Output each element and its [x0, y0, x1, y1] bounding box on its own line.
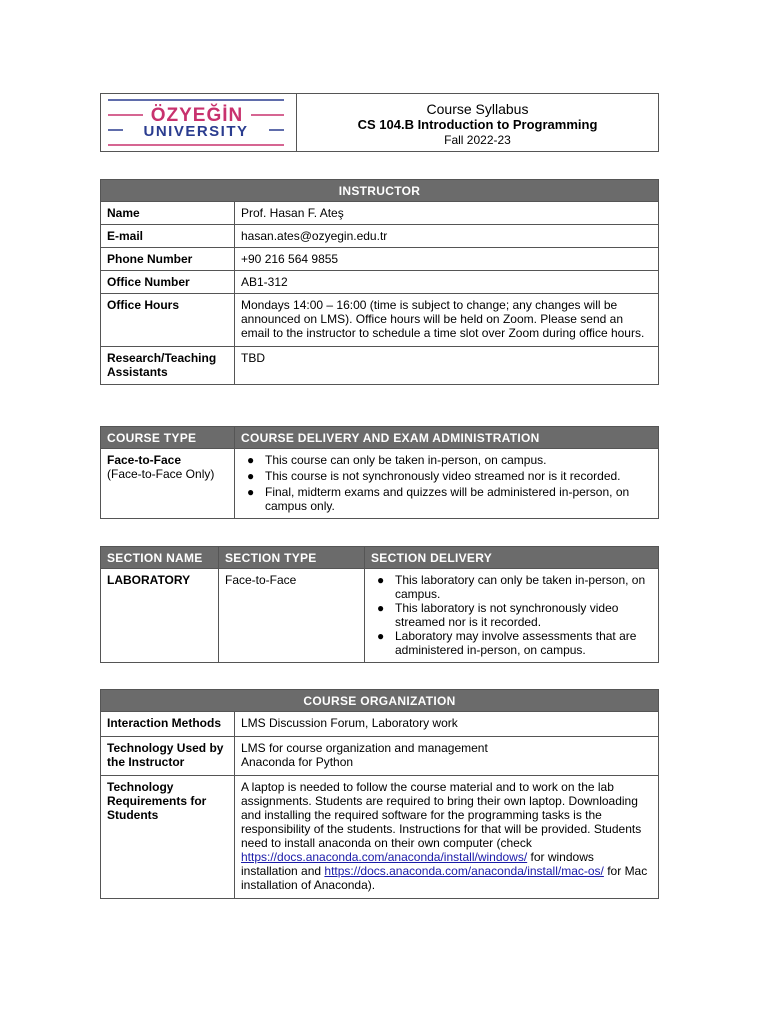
delivery-cell	[235, 449, 659, 519]
name-label: Name	[101, 202, 235, 225]
course-type-sub: (Face-to-Face Only)	[107, 467, 215, 481]
logo-bottom-text: UNIVERSITY	[143, 123, 249, 140]
table-row	[101, 225, 659, 248]
logo-top-text: ÖZYEĞİN	[150, 105, 244, 126]
section-delivery-heading: SECTION DELIVERY	[365, 547, 659, 569]
section-type-value: Face-to-Face	[219, 569, 365, 663]
windows-install-link[interactable]: https://docs.anaconda.com/anaconda/install/windows/	[241, 850, 528, 864]
assistants-value: TBD	[235, 347, 659, 385]
tech-label: Technology Used by the Instructor	[101, 737, 235, 776]
office-hours-value: Mondays 14:00 – 16:00 (time is subject to change; any changes will be announced on LMS). Office hours will be held on Zoom. Please send an email to the instructor to schedule a time slot over Zoom during office hours.	[235, 294, 659, 347]
table-row	[101, 737, 659, 776]
section-name-heading: SECTION NAME	[101, 547, 219, 569]
table-row	[101, 271, 659, 294]
section-type-heading: SECTION TYPE	[219, 547, 365, 569]
office-number-label: Office Number	[101, 271, 235, 294]
organization-section	[100, 689, 659, 899]
section-section	[100, 546, 659, 663]
course-type-value: Face-to-Face	[107, 453, 182, 467]
course-type-table	[100, 426, 659, 519]
list-item: ● Laboratory may involve assessments that are administered in-person, on campus.	[377, 629, 637, 657]
mac-install-link[interactable]: https://docs.anaconda.com/anaconda/install/mac-os/	[324, 864, 604, 878]
office-number-value: AB1-312	[235, 271, 659, 294]
list-item: ● Final, midterm exams and quizzes will be administered in-person, on campus only.	[247, 485, 630, 513]
delivery-heading: COURSE DELIVERY AND EXAM ADMINISTRATION	[235, 427, 659, 449]
phone-value: +90 216 564 9855	[235, 248, 659, 271]
course-type-cell	[101, 449, 235, 519]
instructor-section	[100, 179, 659, 385]
interaction-label: Interaction Methods	[101, 712, 235, 737]
requirements-text-2: for windows installation and	[241, 850, 594, 878]
table-row	[101, 449, 659, 519]
university-logo-graphic	[101, 94, 296, 151]
course-type-heading: COURSE TYPE	[101, 427, 235, 449]
table-row	[101, 712, 659, 737]
requirements-value	[235, 776, 659, 899]
instructor-heading: INSTRUCTOR	[101, 180, 659, 202]
table-row	[101, 776, 659, 899]
section-delivery-list	[371, 573, 652, 657]
list-item: ● This laboratory is not synchronously video streamed nor is it recorded.	[377, 601, 619, 629]
instructor-table	[100, 179, 659, 385]
name-value: Prof. Hasan F. Ateş	[235, 202, 659, 225]
section-name-value: LABORATORY	[101, 569, 219, 663]
course-type-section	[100, 426, 659, 519]
section-delivery-cell	[365, 569, 659, 663]
tech-value	[235, 737, 659, 776]
tech-line-2: Anaconda for Python	[241, 755, 354, 769]
interaction-value: LMS Discussion Forum, Laboratory work	[235, 712, 659, 737]
table-row	[101, 569, 659, 663]
office-hours-label: Office Hours	[101, 294, 235, 347]
requirements-text-3: for Mac installation of Anaconda).	[241, 864, 648, 892]
syllabus-header	[100, 93, 659, 152]
list-item: ● This course can only be taken in-person, on campus.	[247, 453, 547, 467]
doc-title: Course Syllabus	[426, 101, 529, 117]
list-item: ● This course is not synchronously video streamed nor is it recorded.	[247, 469, 621, 483]
requirements-label: Technology Requirements for Students	[101, 776, 235, 899]
term: Fall 2022-23	[444, 133, 511, 147]
course-name: CS 104.B Introduction to Programming	[357, 117, 598, 132]
title-area	[297, 94, 658, 151]
email-value[interactable]: hasan.ates@ozyegin.edu.tr	[235, 225, 659, 248]
tech-line-1: LMS for course organization and management	[241, 741, 488, 755]
phone-label: Phone Number	[101, 248, 235, 271]
organization-table	[100, 689, 659, 899]
requirements-text-1: A laptop is needed to follow the course material and to work on the lab assignments. Students are required to bring their own laptop. Downloading and installing the required software for the programming tasks is the responsibility of the students. Instructions for that will be provided. Students need to install anaconda on their own computer (check	[241, 780, 642, 850]
assistants-label: Research/Teaching Assistants	[101, 347, 235, 385]
organization-heading: COURSE ORGANIZATION	[101, 690, 659, 712]
table-row	[101, 294, 659, 347]
table-row	[101, 347, 659, 385]
university-logo	[101, 94, 297, 151]
email-label: E-mail	[101, 225, 235, 248]
table-row	[101, 202, 659, 225]
delivery-list	[241, 453, 652, 513]
section-table	[100, 546, 659, 663]
table-row	[101, 248, 659, 271]
list-item: ● This laboratory can only be taken in-person, on campus.	[377, 573, 646, 601]
